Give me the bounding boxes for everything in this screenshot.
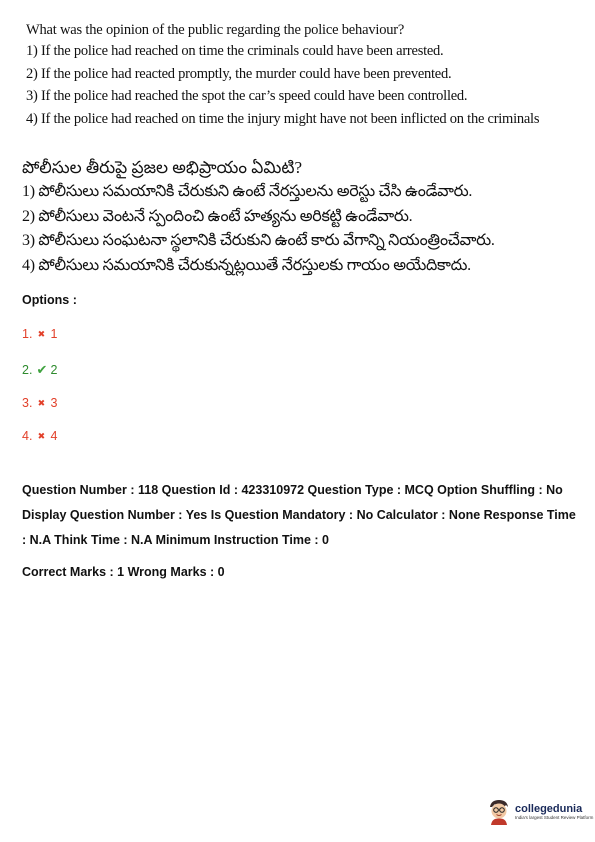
- choice-number: 3.: [22, 396, 33, 410]
- meta-line-2: Display Question Number : Yes Is Question Mandatory : No Calculator : None Response Time: [22, 508, 576, 522]
- choice-value: 1: [50, 327, 58, 341]
- choice-number: 4.: [22, 429, 33, 443]
- check-icon: ✔: [36, 362, 48, 377]
- question-metadata: [22, 478, 577, 585]
- meta-line-3: : N.A Think Time : N.A Minimum Instruction Time : 0: [22, 533, 329, 547]
- marks-info: Correct Marks : 1 Wrong Marks : 0: [22, 565, 225, 579]
- choice-value: 2: [50, 363, 58, 377]
- choice-4: [22, 429, 57, 443]
- choice-1: [22, 327, 57, 341]
- option-en-4: 4) If the police had reached on time the injury might have not been inflicted on the criminals: [26, 110, 540, 127]
- option-te-2: 2) పోలీసులు వెంటనే స్పందించి ఉంటే హత్యను అరికట్టి ఉండేవారు.: [22, 207, 413, 225]
- question-text-en: What was the opinion of the public regarding the police behaviour?: [26, 22, 405, 38]
- question-english: [26, 20, 571, 130]
- option-en-1: 1) If the police had reached on time the criminals could have been arrested.: [26, 43, 444, 59]
- choice-value: 3: [50, 396, 58, 410]
- options-heading: Options :: [22, 293, 77, 307]
- question-telugu: [22, 156, 572, 278]
- cross-icon: ✖: [37, 328, 46, 339]
- choice-3: [22, 396, 57, 410]
- choice-number: 2.: [22, 363, 33, 377]
- mascot-icon: [487, 799, 511, 825]
- choice-2: [22, 362, 57, 378]
- brand-name: collegedunia: [515, 803, 583, 815]
- choice-value: 4: [50, 429, 58, 443]
- choice-number: 1.: [22, 327, 33, 341]
- option-te-3: 3) పోలీసులు సంఘటనా స్థలానికి చేరుకుని ఉంటే కారు వేగాన్ని నియంత్రించేవారు.: [22, 232, 495, 249]
- meta-line-1: Question Number : 118 Question Id : 423310972 Question Type : MCQ Option Shuffling : No: [22, 483, 563, 497]
- option-te-4: 4) పోలీసులు సమయానికి చేరుకున్నట్లయితే నేరస్తులకు గాయం అయేదికాదు.: [22, 256, 471, 274]
- option-en-2: 2) If the police had reacted promptly, the murder could have been prevented.: [26, 65, 452, 82]
- brand-logo: [487, 799, 593, 825]
- cross-icon: ✖: [37, 430, 46, 441]
- option-te-1: 1) పోలీసులు సమయానికి చేరుకుని ఉంటే నేరస్తులను అరెస్టు చేసి ఉండేవారు.: [22, 183, 473, 200]
- cross-icon: ✖: [37, 397, 46, 408]
- question-text-te: పోలీసుల తీరుపై ప్రజల అభిప్రాయం ఏమిటి?: [22, 158, 303, 177]
- brand-tagline: India's largest Student Review Platform: [515, 815, 594, 820]
- option-en-3: 3) If the police had reached the spot the car’s speed could have been controlled.: [26, 88, 468, 104]
